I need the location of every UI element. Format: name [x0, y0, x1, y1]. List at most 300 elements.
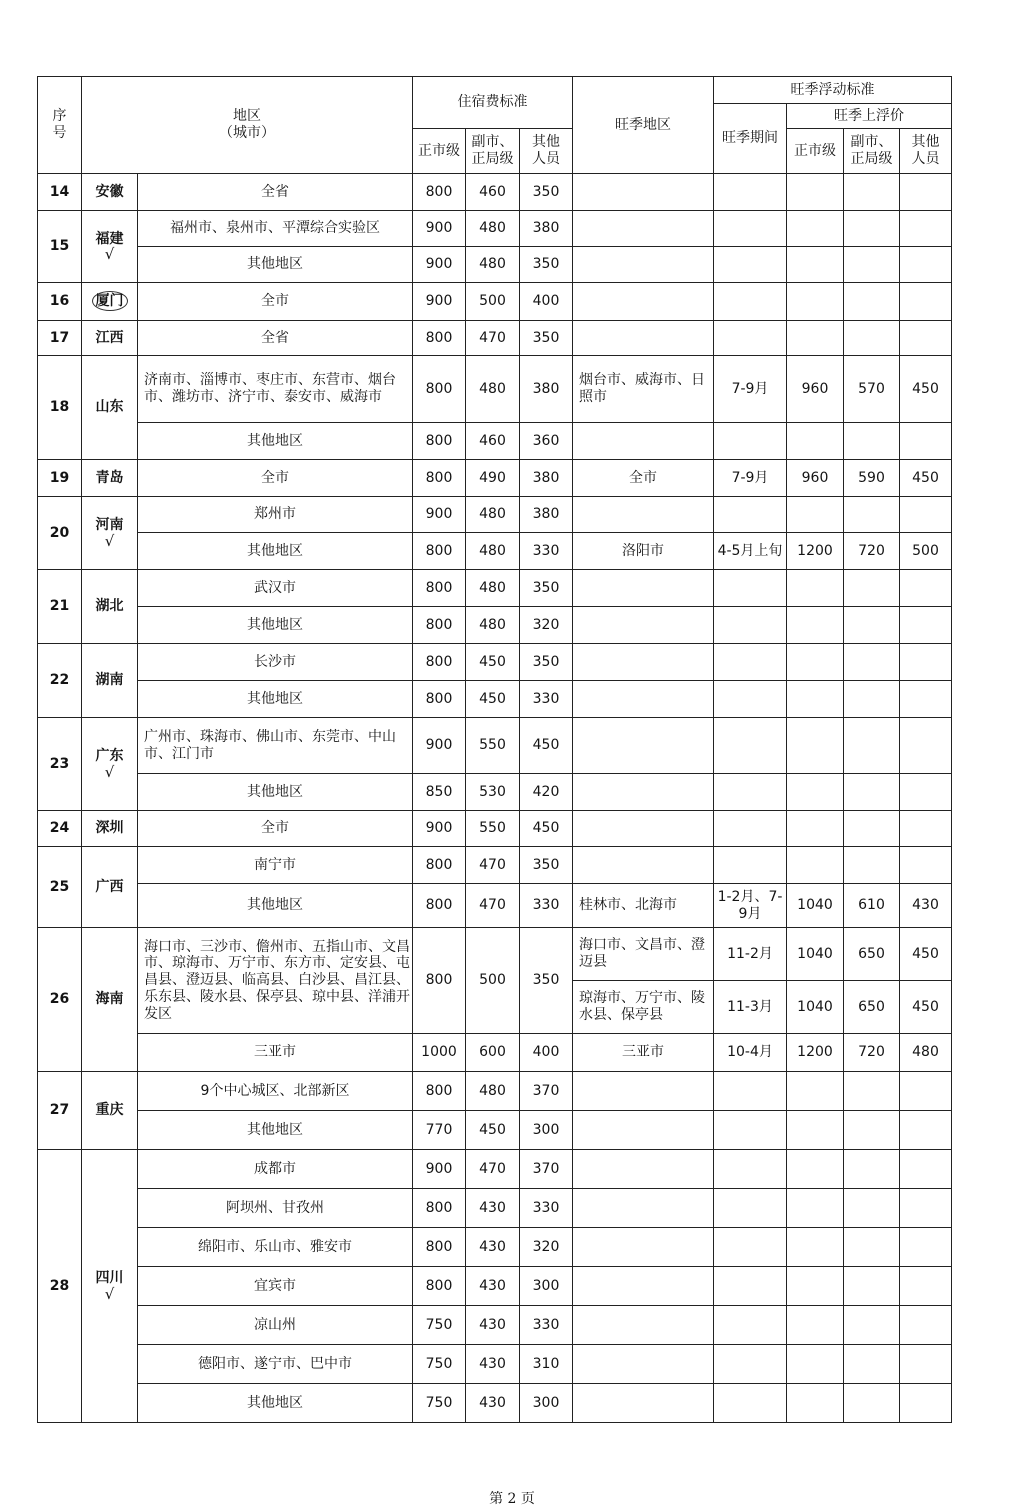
province-name: 青岛	[95, 469, 124, 486]
lodging-deputy-level: 450	[466, 681, 520, 718]
peak-deputy-level	[844, 1072, 900, 1111]
lodging-city-level: 900	[413, 1150, 466, 1189]
peak-deputy-level	[844, 174, 900, 211]
check-mark-icon: √	[104, 531, 115, 550]
peak-deputy-level	[844, 811, 900, 847]
peak-deputy-level: 610	[844, 884, 900, 928]
lodging-city-level: 800	[413, 460, 466, 497]
province-name: 深圳	[95, 820, 124, 837]
header-peak-other: 其他 人员	[900, 129, 952, 174]
peak-deputy-level	[844, 211, 900, 247]
row-seq: 19	[38, 460, 82, 497]
row-province	[82, 211, 138, 283]
table-row	[38, 847, 952, 884]
province-name: 海南	[95, 991, 124, 1008]
peak-period	[714, 211, 787, 247]
lodging-city-level: 800	[413, 321, 466, 356]
header-peak-region: 旺季地区	[573, 77, 714, 174]
lodging-deputy-level: 430	[466, 1267, 520, 1306]
peak-period	[714, 811, 787, 847]
lodging-deputy-level: 460	[466, 423, 520, 460]
peak-other	[900, 497, 952, 533]
peak-deputy-level: 720	[844, 533, 900, 570]
region-area: 全省	[138, 321, 413, 356]
peak-deputy-level	[844, 774, 900, 811]
peak-region: 桂林市、北海市	[573, 884, 714, 928]
peak-period	[714, 174, 787, 211]
peak-city-level	[787, 1189, 844, 1228]
peak-region	[573, 321, 714, 356]
peak-city-level	[787, 211, 844, 247]
peak-city-level	[787, 423, 844, 460]
lodging-city-level: 800	[413, 644, 466, 681]
region-area: 成都市	[138, 1150, 413, 1189]
table-row	[38, 718, 952, 774]
province-name: 重庆	[95, 1102, 124, 1119]
row-province	[82, 811, 138, 847]
peak-city-level	[787, 847, 844, 884]
peak-period: 11-2月	[714, 928, 787, 981]
region-area: 绵阳市、乐山市、雅安市	[138, 1228, 413, 1267]
header-city-level: 正市级	[413, 129, 466, 174]
peak-other	[900, 423, 952, 460]
peak-period	[714, 607, 787, 644]
lodging-deputy-level: 470	[466, 847, 520, 884]
peak-region: 烟台市、威海市、日照市	[573, 356, 714, 423]
region-area: 海口市、三沙市、儋州市、五指山市、文昌市、琼海市、万宁市、东方市、定安县、屯昌县、澄迈县、临高县、白沙县、昌江县、乐东县、陵水县、保亭县、琼中县、洋浦开发区	[138, 928, 413, 1034]
peak-other	[900, 1306, 952, 1345]
lodging-city-level: 800	[413, 1072, 466, 1111]
peak-city-level: 1200	[787, 1034, 844, 1072]
peak-city-level	[787, 283, 844, 321]
peak-period	[714, 247, 787, 283]
peak-period	[714, 283, 787, 321]
table-row	[38, 460, 952, 497]
lodging-other: 350	[520, 847, 573, 884]
peak-other: 450	[900, 981, 952, 1034]
header-peak-city-level: 正市级	[787, 129, 844, 174]
table-row	[38, 283, 952, 321]
peak-city-level: 1040	[787, 928, 844, 981]
region-area: 其他地区	[138, 533, 413, 570]
header-lodging-standard: 住宿费标准	[413, 77, 573, 129]
lodging-deputy-level: 500	[466, 283, 520, 321]
peak-region	[573, 847, 714, 884]
peak-region	[573, 1189, 714, 1228]
lodging-other: 330	[520, 1306, 573, 1345]
region-area: 其他地区	[138, 774, 413, 811]
region-area: 长沙市	[138, 644, 413, 681]
header-deputy-level: 副市、 正局级	[466, 129, 520, 174]
peak-other	[900, 1072, 952, 1111]
table-row	[38, 247, 952, 283]
peak-city-level	[787, 1384, 844, 1423]
lodging-other: 350	[520, 247, 573, 283]
peak-deputy-level	[844, 1150, 900, 1189]
peak-city-level	[787, 174, 844, 211]
peak-period	[714, 497, 787, 533]
lodging-city-level: 800	[413, 681, 466, 718]
table-row	[38, 1150, 952, 1189]
header-peak-up-price: 旺季上浮价	[787, 104, 952, 129]
peak-period	[714, 1267, 787, 1306]
peak-region: 琼海市、万宁市、陵水县、保亭县	[573, 981, 714, 1034]
lodging-city-level: 800	[413, 423, 466, 460]
table-row	[38, 1384, 952, 1423]
peak-region	[573, 607, 714, 644]
peak-region	[573, 718, 714, 774]
peak-period	[714, 1384, 787, 1423]
region-area: 全市	[138, 460, 413, 497]
peak-deputy-level	[844, 570, 900, 607]
peak-period: 1-2月、7-9月	[714, 884, 787, 928]
table-row	[38, 774, 952, 811]
table-row	[38, 533, 952, 570]
region-area: 三亚市	[138, 1034, 413, 1072]
row-province	[82, 321, 138, 356]
lodging-deputy-level: 480	[466, 1072, 520, 1111]
peak-other	[900, 283, 952, 321]
peak-period	[714, 1111, 787, 1150]
peak-deputy-level	[844, 321, 900, 356]
header-peak-deputy-level: 副市、 正局级	[844, 129, 900, 174]
table-row	[38, 570, 952, 607]
table-row	[38, 1189, 952, 1228]
lodging-deputy-level: 480	[466, 356, 520, 423]
peak-region	[573, 497, 714, 533]
lodging-other: 330	[520, 533, 573, 570]
peak-other	[900, 1345, 952, 1384]
lodging-city-level: 750	[413, 1345, 466, 1384]
peak-region	[573, 811, 714, 847]
peak-deputy-level	[844, 1228, 900, 1267]
region-area: 广州市、珠海市、佛山市、东莞市、中山市、江门市	[138, 718, 413, 774]
lodging-city-level: 900	[413, 283, 466, 321]
table-row	[38, 211, 952, 247]
peak-city-level: 1040	[787, 981, 844, 1034]
peak-city-level	[787, 570, 844, 607]
peak-period	[714, 1228, 787, 1267]
province-name: 安徽	[95, 183, 124, 200]
lodging-deputy-level: 480	[466, 211, 520, 247]
lodging-other: 320	[520, 607, 573, 644]
peak-period	[714, 718, 787, 774]
peak-other	[900, 644, 952, 681]
peak-other	[900, 321, 952, 356]
lodging-other: 370	[520, 1150, 573, 1189]
row-seq: 17	[38, 321, 82, 356]
peak-deputy-level	[844, 1111, 900, 1150]
region-area: 全省	[138, 174, 413, 211]
row-province	[82, 928, 138, 1072]
lodging-city-level: 800	[413, 928, 466, 1034]
row-province	[82, 718, 138, 811]
region-area: 其他地区	[138, 1111, 413, 1150]
peak-deputy-level: 720	[844, 1034, 900, 1072]
peak-city-level	[787, 1345, 844, 1384]
lodging-deputy-level: 450	[466, 644, 520, 681]
lodging-deputy-level: 460	[466, 174, 520, 211]
lodging-other: 350	[520, 570, 573, 607]
row-seq: 22	[38, 644, 82, 718]
lodging-city-level: 800	[413, 607, 466, 644]
province-name: 广东	[95, 748, 124, 765]
peak-city-level: 960	[787, 460, 844, 497]
peak-period	[714, 1306, 787, 1345]
table-row	[38, 423, 952, 460]
peak-deputy-level: 650	[844, 981, 900, 1034]
table-row	[38, 681, 952, 718]
lodging-city-level: 800	[413, 533, 466, 570]
row-province	[82, 570, 138, 644]
peak-city-level	[787, 1228, 844, 1267]
check-mark-icon: √	[104, 1284, 115, 1303]
peak-region	[573, 211, 714, 247]
lodging-other: 310	[520, 1345, 573, 1384]
peak-other: 450	[900, 356, 952, 423]
lodging-other: 300	[520, 1267, 573, 1306]
table-body	[38, 174, 952, 1423]
lodging-deputy-level: 480	[466, 570, 520, 607]
peak-city-level	[787, 681, 844, 718]
province-name: 江西	[95, 329, 124, 346]
peak-region	[573, 570, 714, 607]
peak-region: 洛阳市	[573, 533, 714, 570]
peak-deputy-level: 650	[844, 928, 900, 981]
peak-other	[900, 1228, 952, 1267]
region-area: 武汉市	[138, 570, 413, 607]
peak-other	[900, 1267, 952, 1306]
lodging-deputy-level: 430	[466, 1345, 520, 1384]
peak-other	[900, 570, 952, 607]
peak-period	[714, 644, 787, 681]
peak-period	[714, 774, 787, 811]
peak-deputy-level	[844, 283, 900, 321]
table-row	[38, 811, 952, 847]
row-province	[82, 174, 138, 211]
peak-city-level	[787, 1111, 844, 1150]
peak-period	[714, 321, 787, 356]
peak-city-level	[787, 607, 844, 644]
region-area: 其他地区	[138, 247, 413, 283]
peak-other	[900, 247, 952, 283]
table-row	[38, 497, 952, 533]
province-name: 湖南	[95, 672, 124, 689]
peak-other	[900, 774, 952, 811]
lodging-deputy-level: 480	[466, 533, 520, 570]
province-name: 厦门	[92, 291, 128, 311]
table-row	[38, 356, 952, 423]
lodging-city-level: 800	[413, 1189, 466, 1228]
peak-region: 三亚市	[573, 1034, 714, 1072]
peak-deputy-level	[844, 1189, 900, 1228]
peak-period: 7-9月	[714, 460, 787, 497]
peak-other	[900, 1189, 952, 1228]
lodging-city-level: 800	[413, 174, 466, 211]
lodging-deputy-level: 470	[466, 884, 520, 928]
lodging-other: 300	[520, 1111, 573, 1150]
peak-other: 450	[900, 460, 952, 497]
table-row	[38, 644, 952, 681]
lodging-deputy-level: 470	[466, 321, 520, 356]
peak-region	[573, 1345, 714, 1384]
peak-period	[714, 1189, 787, 1228]
row-seq: 14	[38, 174, 82, 211]
table-row	[38, 1228, 952, 1267]
lodging-standard-table	[37, 76, 952, 1423]
peak-city-level	[787, 497, 844, 533]
lodging-deputy-level: 470	[466, 1150, 520, 1189]
check-mark-icon: √	[104, 762, 115, 781]
lodging-deputy-level: 430	[466, 1306, 520, 1345]
table-row	[38, 1267, 952, 1306]
lodging-deputy-level: 430	[466, 1228, 520, 1267]
row-province	[82, 460, 138, 497]
peak-deputy-level	[844, 1345, 900, 1384]
peak-region: 海口市、文昌市、澄迈县	[573, 928, 714, 981]
lodging-city-level: 800	[413, 1228, 466, 1267]
peak-deputy-level	[844, 423, 900, 460]
lodging-other: 330	[520, 884, 573, 928]
peak-city-level	[787, 1267, 844, 1306]
table-row	[38, 174, 952, 211]
row-province	[82, 497, 138, 570]
lodging-other: 450	[520, 811, 573, 847]
lodging-other: 360	[520, 423, 573, 460]
peak-period	[714, 847, 787, 884]
region-area: 阿坝州、甘孜州	[138, 1189, 413, 1228]
lodging-city-level: 900	[413, 497, 466, 533]
region-area: 德阳市、遂宁市、巴中市	[138, 1345, 413, 1384]
row-seq: 25	[38, 847, 82, 928]
table-row	[38, 321, 952, 356]
peak-region	[573, 1072, 714, 1111]
region-area: 郑州市	[138, 497, 413, 533]
row-province	[82, 1150, 138, 1423]
table-row	[38, 928, 952, 981]
lodging-deputy-level: 430	[466, 1384, 520, 1423]
peak-city-level	[787, 1072, 844, 1111]
lodging-other: 330	[520, 681, 573, 718]
lodging-deputy-level: 430	[466, 1189, 520, 1228]
region-area: 全市	[138, 811, 413, 847]
row-province	[82, 1072, 138, 1150]
lodging-city-level: 800	[413, 847, 466, 884]
province-name: 山东	[95, 399, 124, 416]
peak-other	[900, 847, 952, 884]
region-area: 宜宾市	[138, 1267, 413, 1306]
lodging-other: 300	[520, 1384, 573, 1423]
lodging-city-level: 1000	[413, 1034, 466, 1072]
region-area: 其他地区	[138, 884, 413, 928]
peak-city-level: 960	[787, 356, 844, 423]
peak-deputy-level	[844, 718, 900, 774]
lodging-city-level: 800	[413, 570, 466, 607]
row-seq: 23	[38, 718, 82, 811]
lodging-other: 420	[520, 774, 573, 811]
check-mark-icon: √	[104, 245, 115, 264]
peak-other: 500	[900, 533, 952, 570]
table-row	[38, 1111, 952, 1150]
lodging-other: 350	[520, 174, 573, 211]
row-seq: 24	[38, 811, 82, 847]
province-name: 四川	[95, 1270, 124, 1287]
row-seq: 28	[38, 1150, 82, 1423]
region-area: 9个中心城区、北部新区	[138, 1072, 413, 1111]
peak-deputy-level	[844, 1306, 900, 1345]
peak-period: 7-9月	[714, 356, 787, 423]
peak-deputy-level	[844, 247, 900, 283]
peak-region	[573, 644, 714, 681]
header-seq: 序 号	[38, 77, 82, 174]
peak-city-level	[787, 1306, 844, 1345]
peak-deputy-level	[844, 1384, 900, 1423]
peak-region	[573, 1150, 714, 1189]
region-area: 其他地区	[138, 607, 413, 644]
peak-deputy-level	[844, 681, 900, 718]
region-area: 凉山州	[138, 1306, 413, 1345]
region-area: 福州市、泉州市、平潭综合实验区	[138, 211, 413, 247]
table-row	[38, 1034, 952, 1072]
lodging-deputy-level: 500	[466, 928, 520, 1034]
peak-region	[573, 1306, 714, 1345]
row-province	[82, 283, 138, 321]
lodging-deputy-level: 490	[466, 460, 520, 497]
lodging-other: 400	[520, 283, 573, 321]
lodging-city-level: 900	[413, 211, 466, 247]
table-row	[38, 1345, 952, 1384]
peak-deputy-level	[844, 607, 900, 644]
peak-city-level	[787, 1150, 844, 1189]
lodging-other: 380	[520, 460, 573, 497]
region-area: 南宁市	[138, 847, 413, 884]
lodging-deputy-level: 600	[466, 1034, 520, 1072]
peak-region	[573, 1384, 714, 1423]
peak-other: 450	[900, 928, 952, 981]
province-name: 广西	[95, 878, 124, 895]
row-seq: 26	[38, 928, 82, 1072]
peak-deputy-level	[844, 644, 900, 681]
peak-period	[714, 423, 787, 460]
peak-region	[573, 774, 714, 811]
lodging-other: 320	[520, 1228, 573, 1267]
table-row	[38, 1072, 952, 1111]
lodging-city-level: 850	[413, 774, 466, 811]
header-peak-period: 旺季期间	[714, 104, 787, 174]
peak-deputy-level: 590	[844, 460, 900, 497]
peak-region	[573, 423, 714, 460]
lodging-city-level: 900	[413, 718, 466, 774]
peak-city-level	[787, 718, 844, 774]
lodging-city-level: 800	[413, 1267, 466, 1306]
peak-region	[573, 681, 714, 718]
lodging-other: 400	[520, 1034, 573, 1072]
peak-region	[573, 174, 714, 211]
lodging-other: 330	[520, 1189, 573, 1228]
peak-deputy-level: 570	[844, 356, 900, 423]
lodging-other: 380	[520, 211, 573, 247]
lodging-other: 380	[520, 356, 573, 423]
header-region: 地区 （城市）	[82, 77, 413, 174]
peak-region	[573, 1228, 714, 1267]
lodging-city-level: 800	[413, 884, 466, 928]
peak-deputy-level	[844, 1267, 900, 1306]
peak-city-level	[787, 644, 844, 681]
lodging-deputy-level: 550	[466, 718, 520, 774]
lodging-other: 450	[520, 718, 573, 774]
lodging-deputy-level: 550	[466, 811, 520, 847]
peak-period	[714, 681, 787, 718]
